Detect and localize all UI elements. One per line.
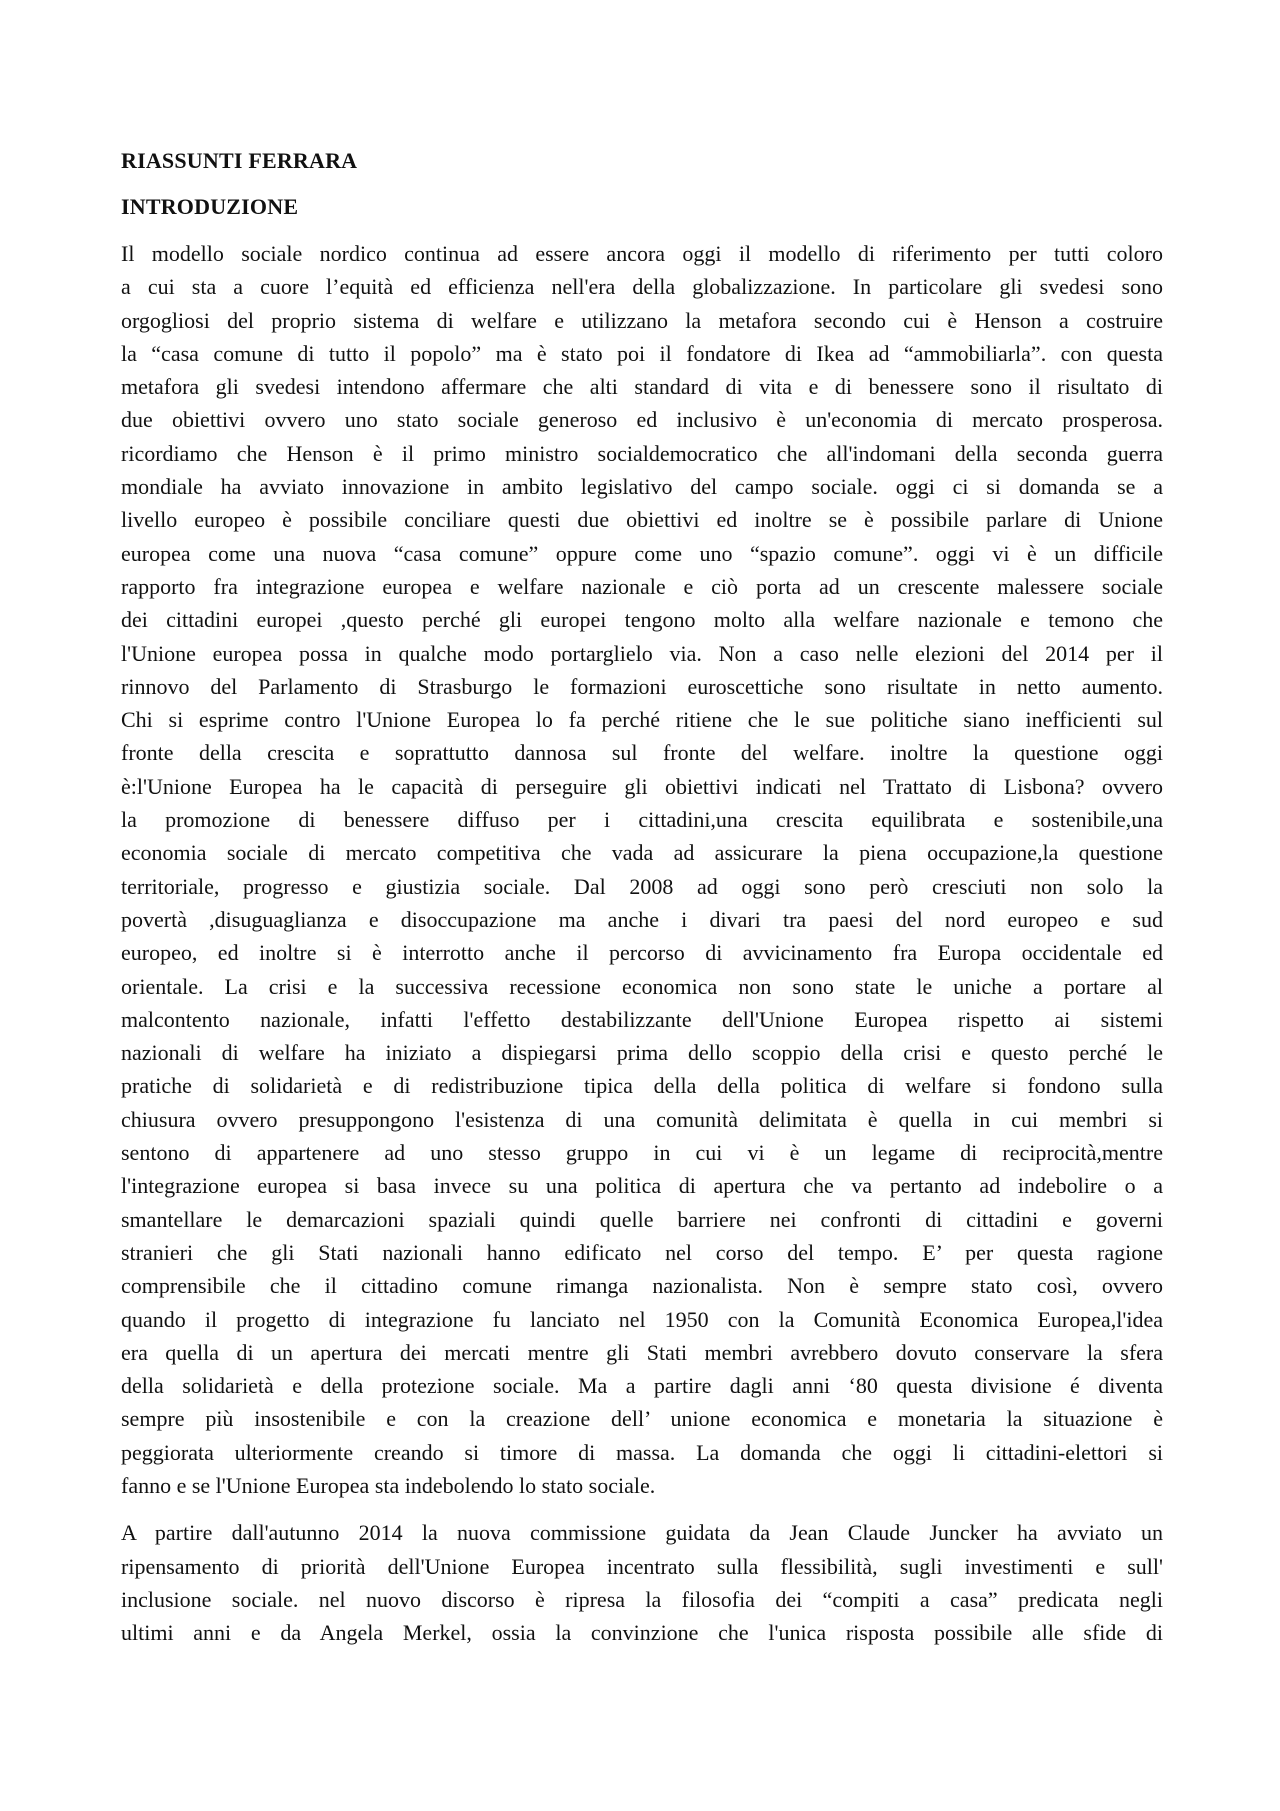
text-line: l'Unione europea possa in qualche modo portarglielo via. Non a caso nelle elezioni del 2014 per il: [121, 640, 1163, 666]
text-line: nazionali di welfare ha iniziato a dispiegarsi prima dello scoppio della crisi e questo perché le: [121, 1040, 1163, 1066]
text-line: povertà ,disuguaglianza e disoccupazione ma anche i divari tra paesi del nord europeo e sud: [121, 906, 1163, 932]
text-line: stranieri che gli Stati nazionali hanno edificato nel corso del tempo. E’ per questa ragione: [121, 1239, 1163, 1265]
text-line: territoriale, progresso e giustizia sociale. Dal 2008 ad oggi sono però cresciuti non solo la: [121, 873, 1163, 899]
text-line: Chi si esprime contro l'Unione Europea lo fa perché ritiene che le sue politiche siano inefficienti sul: [121, 707, 1163, 733]
text-line: sempre più insostenibile e con la creazione dell’ unione economica e monetaria la situazione è: [121, 1406, 1163, 1432]
text-line: economia sociale di mercato competitiva che vada ad assicurare la piena occupazione,la questione: [121, 840, 1163, 866]
text-line: metafora gli svedesi intendono affermare che alti standard di vita e di benessere sono il risultato di: [121, 374, 1163, 400]
text-line: A partire dall'autunno 2014 la nuova commissione guidata da Jean Claude Juncker ha avviato un: [121, 1520, 1163, 1546]
text-line: chiusura ovvero presuppongono l'esistenza di una comunità delimitata è quella in cui membri si: [121, 1106, 1163, 1132]
text-line: la “casa comune di tutto il popolo” ma è stato poi il fondatore di Ikea ad “ammobiliarla”. con questa: [121, 340, 1163, 366]
text-line: a cui sta a cuore l’equità ed efficienza nell'era della globalizzazione. In particolare gli svedesi sono: [121, 274, 1163, 300]
text-line: europeo, ed inoltre si è interrotto anche il percorso di avvicinamento fra Europa occidentale ed: [121, 940, 1163, 966]
text-line: rapporto fra integrazione europea e welfare nazionale e ciò porta ad un crescente malessere sociale: [121, 573, 1163, 599]
text-line: pratiche di solidarietà e di redistribuzione tipica della della politica di welfare si fondono sulla: [121, 1073, 1163, 1099]
text-line: fanno e se l'Unione Europea sta indebolendo lo stato sociale.: [121, 1472, 656, 1498]
text-line: malcontento nazionale, infatti l'effetto destabilizzante dell'Unione Europea rispetto ai sistemi: [121, 1006, 1163, 1032]
text-line: sentono di appartenere ad uno stesso gruppo in cui vi è un legame di reciprocità,mentre: [121, 1140, 1163, 1166]
text-line: rinnovo del Parlamento di Strasburgo le formazioni euroscettiche sono risultate in netto aumento.: [121, 673, 1163, 699]
text-line: orgogliosi del proprio sistema di welfare e utilizzano la metafora secondo cui è Henson a costruire: [121, 307, 1163, 333]
text-line: Il modello sociale nordico continua ad essere ancora oggi il modello di riferimento per tutti coloro: [121, 241, 1163, 266]
text-line: è:l'Unione Europea ha le capacità di perseguire gli obiettivi indicati nel Trattato di Lisbona? ovvero: [121, 773, 1163, 799]
text-line: orientale. La crisi e la successiva recessione economica non sono state le uniche a portare al: [121, 973, 1163, 999]
text-line: ultimi anni e da Angela Merkel, ossia la convinzione che l'unica risposta possibile alle sfide di: [121, 1620, 1163, 1646]
document-title: RIASSUNTI FERRARA: [121, 148, 358, 173]
text-line: ripensamento di priorità dell'Unione Europea incentrato sulla flessibilità, sugli investimenti e sull': [121, 1553, 1163, 1579]
paragraph-2: [121, 1516, 1163, 1649]
text-line: comprensibile che il cittadino comune rimanga nazionalista. Non è sempre stato così, ovvero: [121, 1273, 1163, 1299]
text-line: inclusione sociale. nel nuovo discorso è ripresa la filosofia dei “compiti a casa” predicata negli: [121, 1586, 1163, 1612]
text-line: smantellare le demarcazioni spaziali quindi quelle barriere nei confronti di cittadini e governi: [121, 1206, 1163, 1232]
paragraph-1: [121, 237, 1163, 1502]
text-line: l'integrazione europea si basa invece su una politica di apertura che va pertanto ad indebolire o a: [121, 1173, 1163, 1199]
text-line: europea come una nuova “casa comune” oppure come uno “spazio comune”. oggi vi è un difficile: [121, 540, 1163, 566]
document-body: [121, 147, 1163, 1663]
text-line: fronte della crescita e soprattutto dannosa sul fronte del welfare. inoltre la questione oggi: [121, 740, 1163, 766]
text-line: mondiale ha avviato innovazione in ambito legislativo del campo sociale. oggi ci si domanda se a: [121, 474, 1163, 500]
text-line: due obiettivi ovvero uno stato sociale generoso ed inclusivo è un'economia di mercato prosperosa.: [121, 407, 1163, 433]
text-line: peggiorata ulteriormente creando si timore di massa. La domanda che oggi li cittadini-elettori si: [121, 1439, 1163, 1465]
section-heading: INTRODUZIONE: [121, 194, 299, 219]
text-line: era quella di un apertura dei mercati mentre gli Stati membri avrebbero dovuto conservare la sfera: [121, 1339, 1163, 1365]
text-line: quando il progetto di integrazione fu lanciato nel 1950 con la Comunità Economica Europea,l'idea: [121, 1306, 1163, 1332]
text-line: la promozione di benessere diffuso per i cittadini,una crescita equilibrata e sostenibile,una: [121, 807, 1163, 833]
text-line: dei cittadini europei ,questo perché gli europei tengono molto alla welfare nazionale e temono che: [121, 607, 1163, 633]
text-line: ricordiamo che Henson è il primo ministro socialdemocratico che all'indomani della seconda guerra: [121, 440, 1163, 466]
text-line: livello europeo è possibile conciliare questi due obiettivi ed inoltre se è possibile parlare di Unione: [121, 507, 1163, 533]
text-line: della solidarietà e della protezione sociale. Ma a partire dagli anni ‘80 questa divisione é diventa: [121, 1373, 1163, 1399]
